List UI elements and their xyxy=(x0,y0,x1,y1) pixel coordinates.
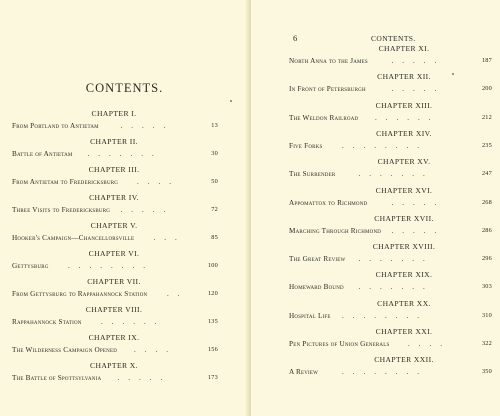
toc-entry xyxy=(289,255,492,265)
leader-dots: ...... xyxy=(101,318,166,326)
toc-entry-page: 50 xyxy=(211,178,218,185)
toc-entry-title: In Front of Petersburgh xyxy=(289,85,366,94)
toc-entry-title: Pen Pictures of Union Generals xyxy=(289,340,390,348)
toc-entry xyxy=(289,283,492,293)
toc-entry-title: North Anna to the James xyxy=(289,57,368,65)
chapter-label: CHAPTER IV. xyxy=(89,193,139,202)
leader-dots: .... xyxy=(408,340,451,348)
toc-entry-page: 350 xyxy=(481,368,492,376)
toc-entry-page: 247 xyxy=(481,170,492,178)
leader-dots: ........ xyxy=(342,311,428,320)
toc-entry-page: 135 xyxy=(207,318,218,325)
leader-dots: ....... xyxy=(358,170,434,179)
toc-entry-page: 296 xyxy=(481,255,492,263)
leader-dots: ..... xyxy=(391,198,446,207)
leader-dots: .. xyxy=(167,290,189,298)
toc-entry-title: Appomattox to Richmond xyxy=(289,198,368,207)
left-page xyxy=(0,0,249,416)
toc-entry-page: 268 xyxy=(481,198,492,206)
toc-entry xyxy=(289,227,492,237)
toc-entry-page: 120 xyxy=(207,290,218,297)
chapter-label: CHAPTER XII. xyxy=(377,72,431,82)
toc-entry xyxy=(289,340,492,350)
chapter-label: CHAPTER XVII. xyxy=(374,213,434,223)
chapter-label: CHAPTER XV. xyxy=(377,157,431,167)
leader-dots: ..... xyxy=(391,226,446,235)
right-page xyxy=(251,0,500,416)
leader-dots: ..... xyxy=(120,122,175,130)
toc-entry xyxy=(12,178,218,188)
leader-dots: ........ xyxy=(68,262,154,270)
leader-dots: ..... xyxy=(117,374,172,382)
toc-entry-page: 100 xyxy=(207,262,218,269)
toc-entry xyxy=(12,290,218,300)
toc-entry-title: Three Visits to Fredericksburg xyxy=(12,206,111,214)
chapter-label: CHAPTER XI. xyxy=(378,44,430,53)
toc-entry-page: 286 xyxy=(481,226,492,234)
chapter-label: CHAPTER V. xyxy=(90,221,138,230)
toc-entry-title: Hospital Life xyxy=(289,311,331,320)
toc-entry xyxy=(289,142,492,152)
chapter-label: CHAPTER XX. xyxy=(377,298,431,308)
toc-entry xyxy=(12,346,218,356)
contents-heading: CONTENTS. xyxy=(85,81,164,95)
chapter-label: CHAPTER III. xyxy=(88,165,140,174)
toc-entry xyxy=(12,262,218,272)
toc-entry-page: 72 xyxy=(211,206,218,213)
toc-entry-page: 30 xyxy=(211,150,218,157)
toc-entry xyxy=(12,234,218,244)
leader-dots: ..... xyxy=(120,206,175,214)
page-number: 6 xyxy=(293,33,298,43)
toc-entry xyxy=(289,85,492,95)
leader-dots: ...... xyxy=(375,113,440,122)
leader-dots: ........ xyxy=(342,141,428,150)
chapter-label: CHAPTER VII. xyxy=(87,277,141,286)
chapter-label: CHAPTER XXI. xyxy=(375,327,433,336)
toc-entry xyxy=(12,206,218,216)
toc-entry-title: The Wilderness Campaign Opened xyxy=(12,346,118,354)
toc-entry-page: 13 xyxy=(211,122,218,129)
paper-speck xyxy=(230,100,232,102)
toc-entry-page: 303 xyxy=(481,283,492,291)
toc-entry xyxy=(289,170,492,180)
paper-speck xyxy=(452,73,454,75)
toc-entry-title: Hooker's Campaign—Chancellorsville xyxy=(12,234,135,242)
leader-dots: .... xyxy=(137,178,180,186)
chapter-label: CHAPTER XVIII. xyxy=(372,242,436,252)
toc-entry-title: From Portland to Antietam xyxy=(12,122,99,130)
toc-entry xyxy=(289,57,492,67)
toc-entry xyxy=(289,312,492,322)
chapter-label: CHAPTER XIX. xyxy=(375,270,433,280)
toc-entry-title: Rappahannock Station xyxy=(12,318,82,326)
leader-dots: ........ xyxy=(342,368,428,377)
leader-dots: ....... xyxy=(87,150,163,158)
running-head: CONTENTS. xyxy=(371,34,416,43)
chapter-label: CHAPTER II. xyxy=(90,137,138,146)
chapter-label: CHAPTER X. xyxy=(90,361,138,370)
toc-entry-title: The Battle of Spottsylvania xyxy=(12,374,102,382)
toc-entry-title: Homeward Bound xyxy=(289,283,344,292)
chapter-label: CHAPTER XVI. xyxy=(375,185,433,195)
toc-entry-title: The Weldon Railroad xyxy=(289,113,359,122)
chapter-label: CHAPTER XIII. xyxy=(375,100,433,110)
chapter-label: CHAPTER IX. xyxy=(88,333,140,342)
toc-entry-page: 235 xyxy=(481,141,492,149)
toc-entry-title: Marching Through Richmond xyxy=(289,226,382,235)
toc-entry-page: 156 xyxy=(207,346,218,353)
toc-entry-page: 85 xyxy=(211,234,218,241)
toc-entry-title: Battle of Antietam xyxy=(12,150,73,158)
leader-dots: ....... xyxy=(358,255,434,264)
leader-dots: ....... xyxy=(358,283,434,292)
chapter-label: CHAPTER XXII. xyxy=(374,355,434,365)
toc-entry-page: 310 xyxy=(481,311,492,319)
toc-entry xyxy=(12,318,218,328)
toc-entry-page: 173 xyxy=(207,374,218,381)
toc-entry-page: 187 xyxy=(481,57,492,64)
toc-entry-page: 212 xyxy=(481,113,492,121)
toc-entry xyxy=(289,199,492,209)
leader-dots: ..... xyxy=(391,85,446,94)
toc-entry-title: Gettysburg xyxy=(12,262,49,270)
chapter-label: CHAPTER I. xyxy=(91,109,137,118)
toc-entry xyxy=(289,368,492,378)
toc-entry-page: 322 xyxy=(481,340,492,347)
toc-entry-page: 200 xyxy=(481,85,492,93)
leader-dots: ... xyxy=(153,234,186,242)
chapter-label: CHAPTER VIII. xyxy=(85,305,143,314)
toc-entry-title: Five Forks xyxy=(289,141,323,150)
chapter-label: CHAPTER XIV. xyxy=(376,128,432,138)
leader-dots: ..... xyxy=(391,57,446,65)
chapter-label: CHAPTER VI. xyxy=(88,249,140,258)
toc-entry-title: The Surrender xyxy=(289,170,336,179)
toc-entry xyxy=(12,374,218,384)
toc-entry-title: The Great Review xyxy=(289,255,346,264)
toc-entry xyxy=(12,122,218,132)
toc-entry xyxy=(289,114,492,124)
toc-entry-title: A Review xyxy=(289,368,319,377)
leader-dots: .... xyxy=(134,346,177,354)
toc-entry xyxy=(12,150,218,160)
toc-entry-title: From Antietam to Fredericksburg xyxy=(12,178,119,186)
toc-entry-title: From Gettysburg to Rappahannock Station xyxy=(12,290,148,298)
